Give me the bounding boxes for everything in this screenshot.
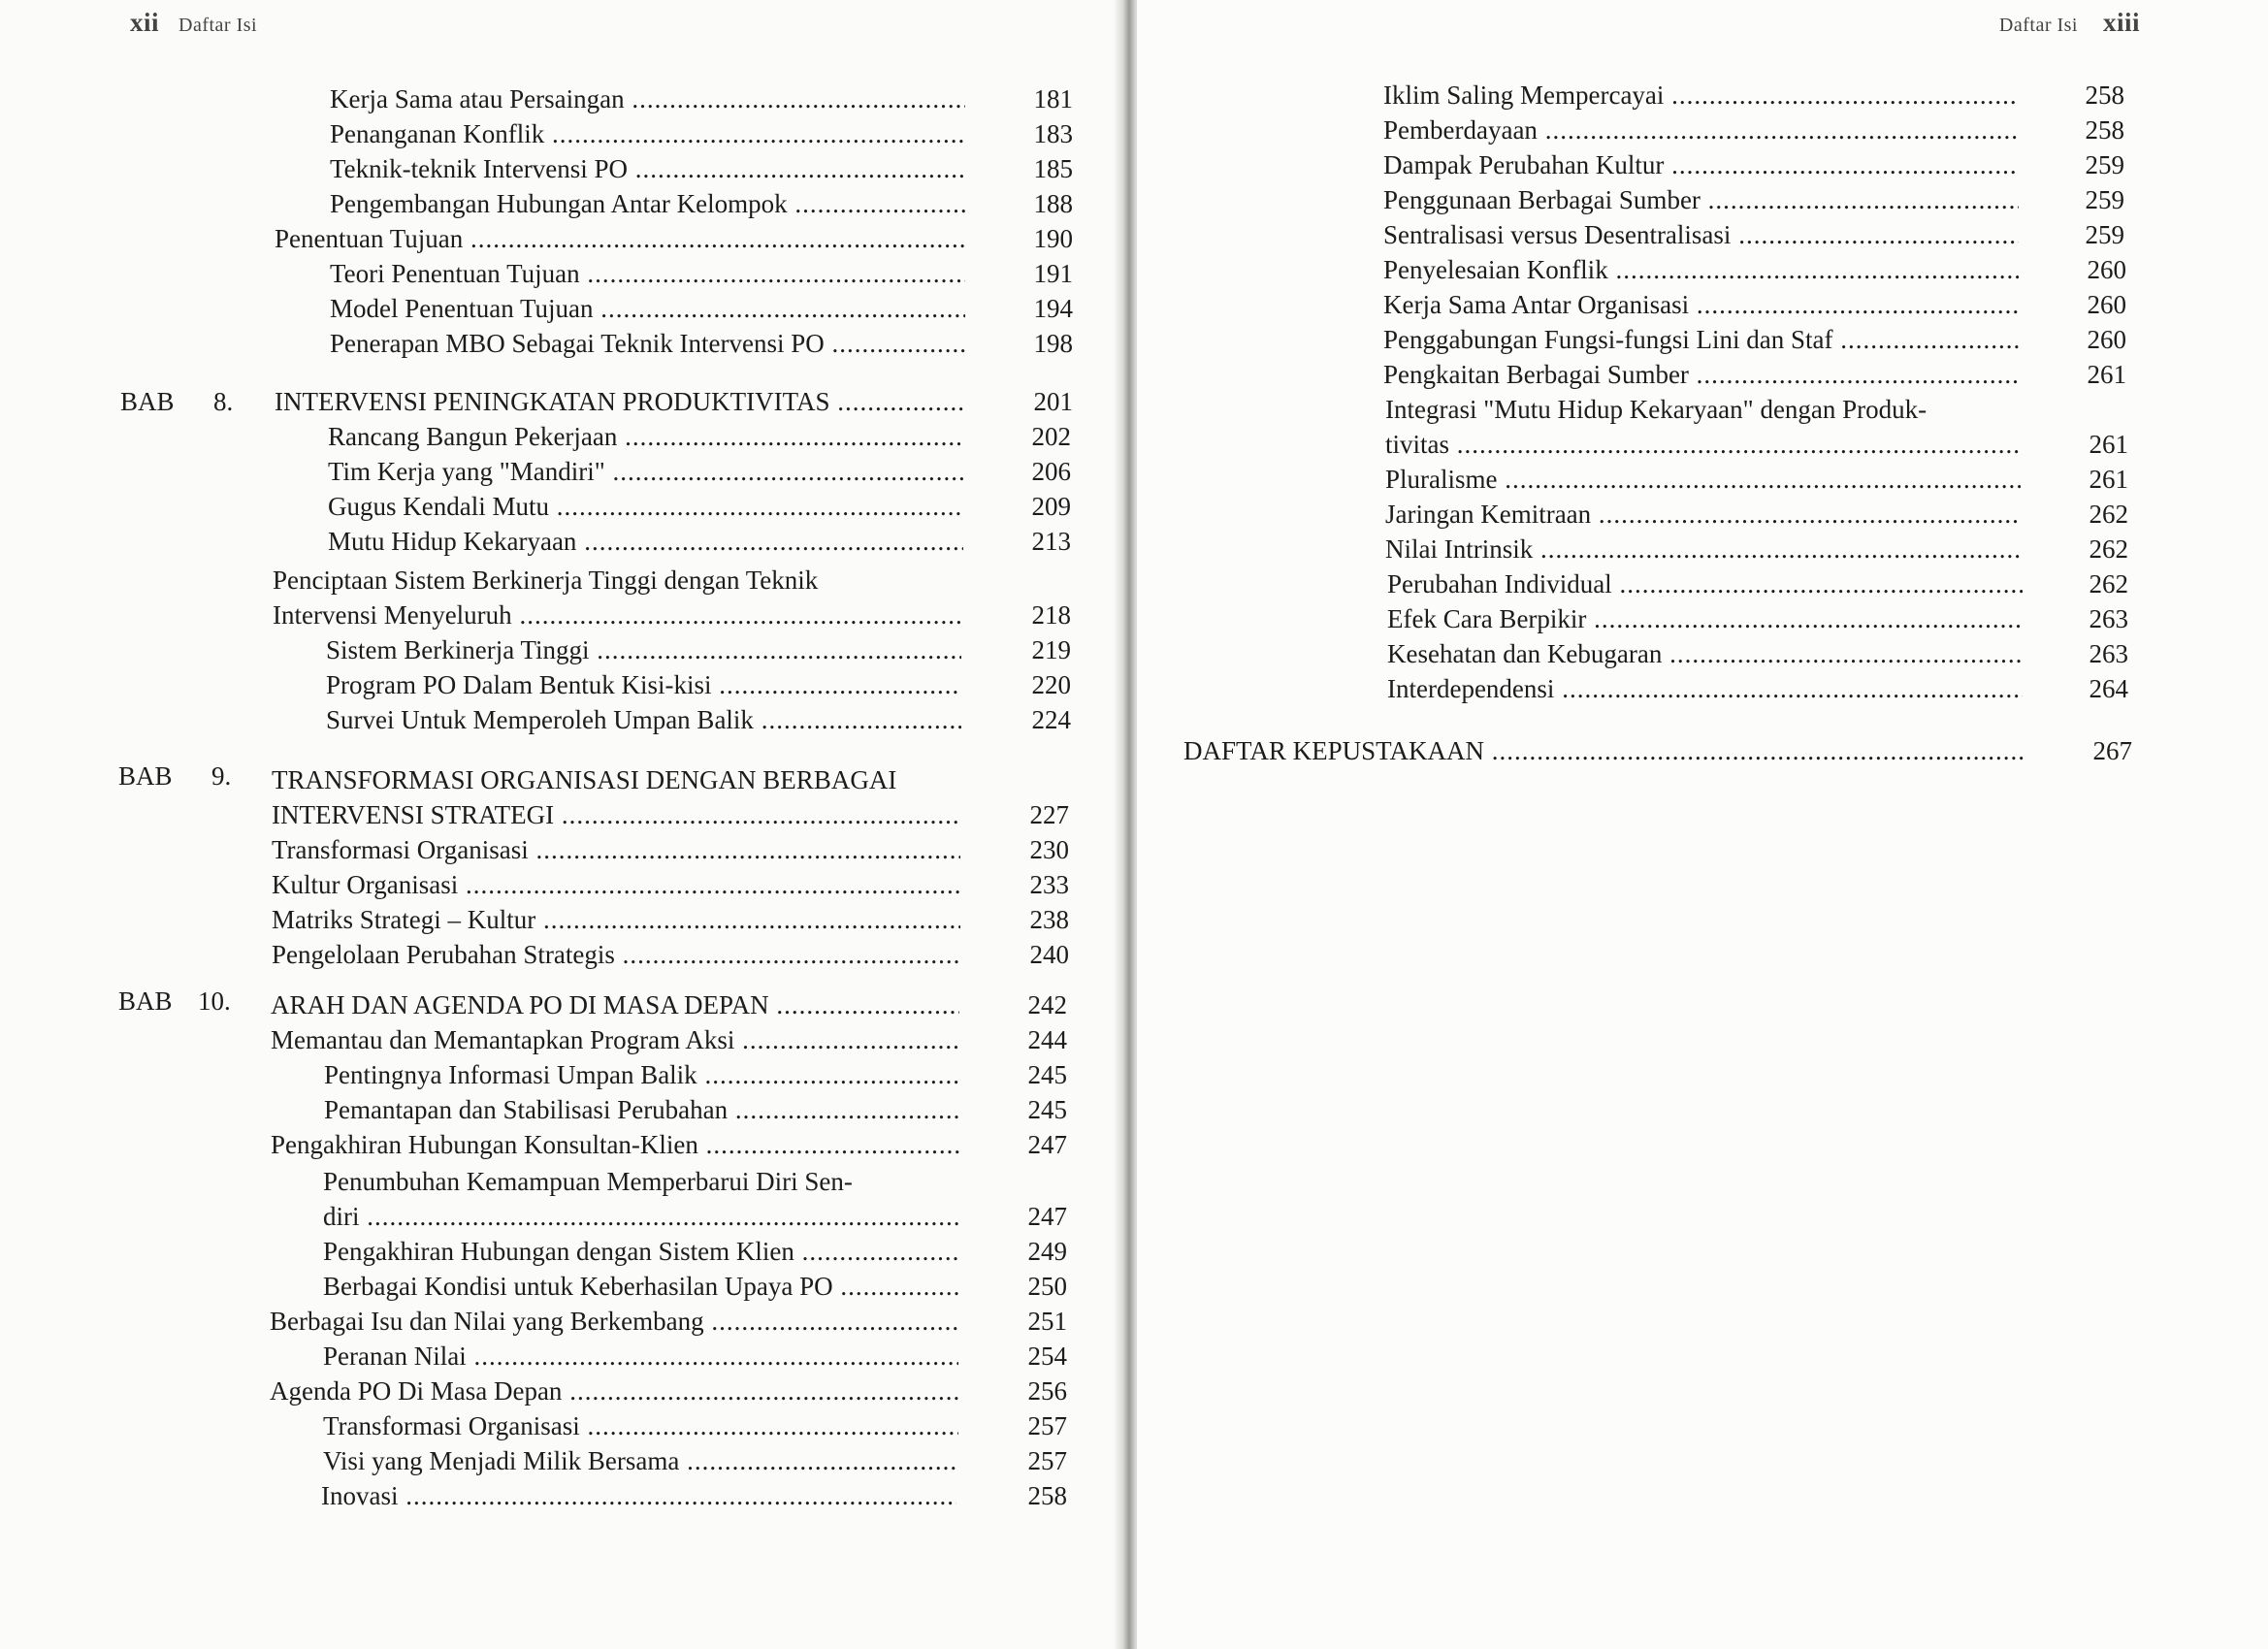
chapter-page: 227 bbox=[1029, 800, 1069, 829]
left-page-header bbox=[130, 8, 257, 38]
chapter-label: BAB bbox=[118, 986, 173, 1016]
toc-entry-page: 247 bbox=[1027, 1202, 1067, 1231]
toc-entry-title: Jaringan Kemitraan ..... bbox=[1385, 497, 2021, 532]
toc-entry-page: 260 bbox=[2087, 255, 2126, 284]
toc-entry-page: 250 bbox=[1027, 1272, 1067, 1301]
toc-entry-page: 258 bbox=[1027, 1481, 1067, 1510]
toc-entry-title: Visi yang Menjadi Milik Bersama ..... bbox=[323, 1443, 958, 1478]
toc-entry-title: Program PO Dalam Bentuk Kisi-kisi ..... bbox=[326, 667, 961, 702]
toc-entry-page: 260 bbox=[2087, 290, 2126, 319]
toc-entry-page: 190 bbox=[1033, 224, 1073, 253]
bibliography-title: DAFTAR KEPUSTAKAAN ..... bbox=[1183, 733, 2025, 768]
toc-entry-title: Penentuan Tujuan ..... bbox=[275, 221, 965, 256]
toc-entry-page: 258 bbox=[2085, 115, 2124, 145]
chapter-heading bbox=[0, 762, 1077, 832]
toc-entry-title: Integrasi "Mutu Hidup Kekaryaan" dengan Produk- bbox=[1385, 395, 1928, 424]
toc-entry-title: Rancang Bangun Pekerjaan ..... bbox=[328, 419, 963, 454]
toc-entry-title: Iklim Saling Mempercayai ..... bbox=[1383, 78, 2019, 113]
toc-entry-page: 191 bbox=[1033, 259, 1073, 288]
running-title: Daftar Isi bbox=[178, 15, 258, 36]
chapter-title: TRANSFORMASI ORGANISASI DENGAN BERBAGAI bbox=[272, 765, 897, 794]
toc-entry-title: Penyelesaian Konflik ..... bbox=[1383, 252, 2019, 287]
toc-entry-title: Pengakhiran Hubungan dengan Sistem Klien ..... bbox=[323, 1234, 958, 1269]
toc-entry-title: Inovasi ..... bbox=[321, 1478, 956, 1513]
toc-entry-page: 262 bbox=[2089, 500, 2128, 529]
toc-entry-page: 185 bbox=[1033, 154, 1073, 183]
right-page bbox=[1137, 0, 2268, 1649]
toc-entry-title: Pluralisme ..... bbox=[1385, 462, 2021, 497]
toc-entry-title: Model Penentuan Tujuan ..... bbox=[330, 291, 965, 326]
toc-entry-title: Teori Penentuan Tujuan ..... bbox=[330, 256, 965, 291]
toc-entry-page: 233 bbox=[1029, 870, 1069, 899]
toc-entry-page: 257 bbox=[1027, 1446, 1067, 1475]
toc-entry-page: 251 bbox=[1027, 1307, 1067, 1336]
toc-entry-title: Agenda PO Di Masa Depan ..... bbox=[270, 1374, 958, 1408]
toc-entry-page: 238 bbox=[1029, 905, 1069, 934]
toc-entry-title: Transformasi Organisasi ..... bbox=[272, 832, 960, 867]
chapter-label: BAB bbox=[120, 387, 175, 416]
toc-entry-title: Pengelolaan Perubahan Strategis ..... bbox=[272, 937, 960, 972]
chapter-page: 242 bbox=[1027, 990, 1067, 1019]
bibliography-page: 267 bbox=[2092, 736, 2132, 765]
toc-entry-page: 240 bbox=[1029, 940, 1069, 969]
toc-entry-page: 262 bbox=[2089, 534, 2128, 564]
toc-entry-title: Penggunaan Berbagai Sumber ..... bbox=[1383, 182, 2019, 217]
toc-entry-page: 198 bbox=[1033, 329, 1073, 358]
toc-entry-title: Efek Cara Berpikir ..... bbox=[1387, 601, 2023, 636]
toc-entry-page: 264 bbox=[2089, 674, 2128, 703]
right-page-header bbox=[1999, 8, 2140, 38]
toc-entry-page: 219 bbox=[1031, 635, 1071, 664]
toc-entry-page: 259 bbox=[2085, 220, 2124, 249]
toc-entry-title: Pentingnya Informasi Umpan Balik ..... bbox=[324, 1057, 959, 1092]
toc-entry-page: 245 bbox=[1027, 1060, 1067, 1089]
toc-entry-title-line2: Intervensi Menyeluruh ..... bbox=[273, 598, 963, 632]
toc-entry-page: 244 bbox=[1027, 1025, 1067, 1054]
toc-entry-page: 188 bbox=[1033, 189, 1073, 218]
toc-entry-title: Survei Untuk Memperoleh Umpan Balik ..... bbox=[326, 702, 961, 737]
toc-entry-title: Mutu Hidup Kekaryaan ..... bbox=[328, 524, 963, 559]
toc-entry-title: Penciptaan Sistem Berkinerja Tinggi dengan Teknik bbox=[273, 566, 819, 595]
toc-entry-page: 245 bbox=[1027, 1095, 1067, 1124]
toc-entry-title: Penumbuhan Kemampuan Memperbarui Diri Sen- bbox=[323, 1167, 853, 1196]
toc-entry-title: Pengakhiran Hubungan Konsultan-Klien ..... bbox=[271, 1127, 959, 1162]
toc-entry-title: Berbagai Kondisi untuk Keberhasilan Upaya PO ..... bbox=[323, 1269, 958, 1304]
toc-entry-page: 261 bbox=[2089, 465, 2128, 494]
running-title: Daftar Isi bbox=[1998, 15, 2078, 36]
left-page bbox=[0, 0, 1120, 1649]
chapter-number: 9. bbox=[211, 761, 232, 791]
toc-entry-page: 262 bbox=[2089, 569, 2128, 598]
toc-entry-title: Berbagai Isu dan Nilai yang Berkembang ..... bbox=[270, 1304, 958, 1339]
toc-entry-title: Penanganan Konflik ..... bbox=[330, 116, 965, 151]
toc-entry-page: 261 bbox=[2087, 360, 2126, 389]
toc-entry-page: 183 bbox=[1033, 119, 1073, 148]
toc-entry-title: Kerja Sama Antar Organisasi ..... bbox=[1383, 287, 2019, 322]
toc-entry-page: 254 bbox=[1027, 1342, 1067, 1371]
toc-entry-page: 206 bbox=[1031, 457, 1071, 486]
chapter-number: 10. bbox=[198, 986, 231, 1016]
toc-entry-page: 209 bbox=[1031, 492, 1071, 521]
toc-entry-title: Teknik-teknik Intervensi PO ..... bbox=[330, 151, 965, 186]
toc-entry-page: 202 bbox=[1031, 422, 1071, 451]
toc-entry-page: 213 bbox=[1031, 527, 1071, 556]
toc-entry-title: Pengkaitan Berbagai Sumber ..... bbox=[1383, 357, 2019, 392]
toc-entry-page: 247 bbox=[1027, 1130, 1067, 1159]
toc-entry-title: Interdependensi ..... bbox=[1387, 671, 2023, 706]
toc-entry-title: Pemantapan dan Stabilisasi Perubahan ..... bbox=[324, 1092, 959, 1127]
toc-entry-title: Nilai Intrinsik ..... bbox=[1385, 532, 2021, 566]
toc-entry-title: Dampak Perubahan Kultur ..... bbox=[1383, 147, 2019, 182]
toc-entry-title: Pemberdayaan ..... bbox=[1383, 113, 2019, 147]
chapter-title-line2: INTERVENSI STRATEGI ..... bbox=[272, 797, 960, 832]
toc-entry-title: Tim Kerja yang "Mandiri" ..... bbox=[328, 454, 963, 489]
toc-entry-title: Matriks Strategi – Kultur ..... bbox=[272, 902, 960, 937]
toc-entry-title: Penerapan MBO Sebagai Teknik Intervensi PO ..... bbox=[330, 326, 965, 361]
chapter-page: 201 bbox=[1033, 387, 1073, 416]
page-number: xiii bbox=[2102, 8, 2140, 37]
toc-entry-page: 261 bbox=[2089, 430, 2128, 459]
toc-entry-page: 224 bbox=[1031, 705, 1071, 734]
toc-entry-page: 218 bbox=[1031, 600, 1071, 630]
toc-entry-page: 181 bbox=[1033, 84, 1073, 113]
toc-entry-page: 263 bbox=[2089, 639, 2128, 668]
chapter-label: BAB bbox=[118, 761, 173, 791]
toc-entry-title: Memantau dan Memantapkan Program Aksi ..... bbox=[271, 1022, 959, 1057]
toc-entry bbox=[0, 563, 1077, 632]
toc-entry-page: 230 bbox=[1029, 835, 1069, 864]
toc-entry-page: 257 bbox=[1027, 1411, 1067, 1440]
toc-entry-page: 220 bbox=[1031, 670, 1071, 699]
toc-entry-title: Sentralisasi versus Desentralisasi ..... bbox=[1383, 217, 2019, 252]
toc-entry-page: 249 bbox=[1027, 1237, 1067, 1266]
toc-entry-page: 194 bbox=[1033, 294, 1073, 323]
page-number: xii bbox=[130, 8, 160, 37]
toc-entry-title: Perubahan Individual ..... bbox=[1387, 566, 2023, 601]
toc-entry-page: 258 bbox=[2085, 81, 2124, 110]
toc-entry-title-line2: diri ..... bbox=[323, 1199, 958, 1234]
toc-entry-title: Kerja Sama atau Persaingan ..... bbox=[330, 81, 965, 116]
toc-entry-page: 256 bbox=[1027, 1376, 1067, 1406]
toc-entry bbox=[0, 1164, 1077, 1234]
toc-entry-title: Sistem Berkinerja Tinggi ..... bbox=[326, 632, 961, 667]
toc-entry-page: 263 bbox=[2089, 604, 2128, 633]
chapter-number: 8. bbox=[213, 387, 234, 416]
toc-entry-page: 259 bbox=[2085, 150, 2124, 179]
toc-entry-title-line2: tivitas ..... bbox=[1385, 427, 2021, 462]
toc-entry-title: Kultur Organisasi ..... bbox=[272, 867, 960, 902]
chapter-title: INTERVENSI PENINGKATAN PRODUKTIVITAS ..... bbox=[275, 384, 965, 419]
toc-entry-title: Kesehatan dan Kebugaran ..... bbox=[1387, 636, 2023, 671]
toc-entry-page: 259 bbox=[2085, 185, 2124, 214]
toc-entry-title: Pengembangan Hubungan Antar Kelompok ..... bbox=[330, 186, 965, 221]
toc-entry-page: 260 bbox=[2087, 325, 2126, 354]
toc-entry-title: Penggabungan Fungsi-fungsi Lini dan Staf ..... bbox=[1383, 322, 2019, 357]
chapter-title: ARAH DAN AGENDA PO DI MASA DEPAN ..... bbox=[271, 987, 959, 1022]
toc-entry-title: Peranan Nilai ..... bbox=[323, 1339, 958, 1374]
toc-entry bbox=[1137, 392, 2223, 462]
toc-entry-title: Transformasi Organisasi ..... bbox=[323, 1408, 958, 1443]
toc-entry-title: Gugus Kendali Mutu ..... bbox=[328, 489, 963, 524]
